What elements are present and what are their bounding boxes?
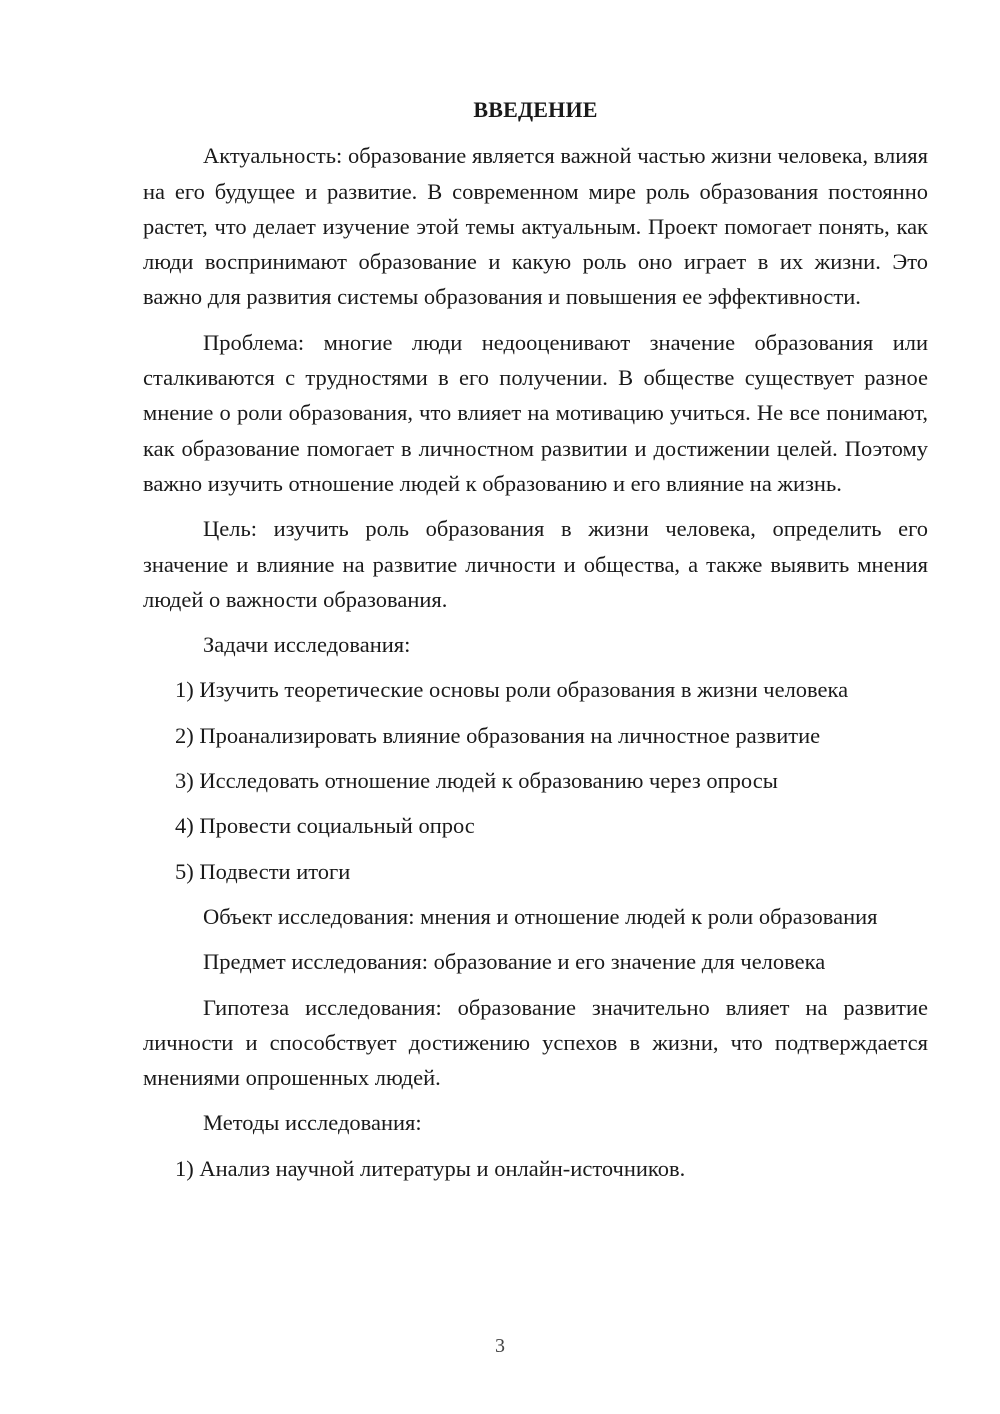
section-title: ВВЕДЕНИЕ (473, 97, 598, 122)
page-number: 3 (495, 1335, 505, 1357)
list-item: 1) Изучить теоретические основы роли образования в жизни человека (175, 677, 849, 703)
list-item: 3) Исследовать отношение людей к образованию через опросы (175, 768, 778, 794)
methods-heading: Методы исследования: (203, 1110, 422, 1136)
object-paragraph: Объект исследования: мнения и отношение людей к роли образования (203, 903, 878, 929)
tasks-list (143, 672, 928, 888)
list-item: 2) Проанализировать влияние образования на личностное развитие (175, 722, 821, 748)
list-item: 4) Провести социальный опрос (175, 813, 475, 839)
goal-paragraph: Цель: изучить роль образования в жизни человека, определить его значение и влияние на развитие личности и общества, а также выявить мнения людей о важности образования. (143, 516, 928, 612)
list-item: 1) Анализ научной литературы и онлайн-источников. (175, 1155, 686, 1181)
list-item: 5) Подвести итоги (175, 858, 351, 884)
tasks-heading: Задачи исследования: (203, 632, 411, 658)
subject-paragraph: Предмет исследования: образование и его значение для человека (203, 949, 826, 975)
page-content (143, 92, 928, 1196)
problem-paragraph: Проблема: многие люди недооценивают значение образования или сталкиваются с трудностями в его получении. В обществе существует разное мнение о роли образования, что влияет на мотивацию учиться. Не все понимают, как образование помогает в личностном развитии и достижении целей. Поэтому важно изучить отношение людей к образованию и его влияние на жизнь. (143, 329, 928, 496)
relevance-paragraph: Актуальность: образование является важной частью жизни человека, влияя на его будущее и развитие. В современном мире роль образования постоянно растет, что делает изучение этой темы актуальным. Проект помогает понять, как люди воспринимают образование и какую роль оно играет в их жизни. Это важно для развития системы образования и повышения ее эффективности. (143, 143, 928, 310)
hypothesis-paragraph: Гипотеза исследования: образование значительно влияет на развитие личности и способствует достижению успехов в жизни, что подтверждается мнениями опрошенных людей. (143, 994, 928, 1091)
methods-list (143, 1151, 928, 1186)
